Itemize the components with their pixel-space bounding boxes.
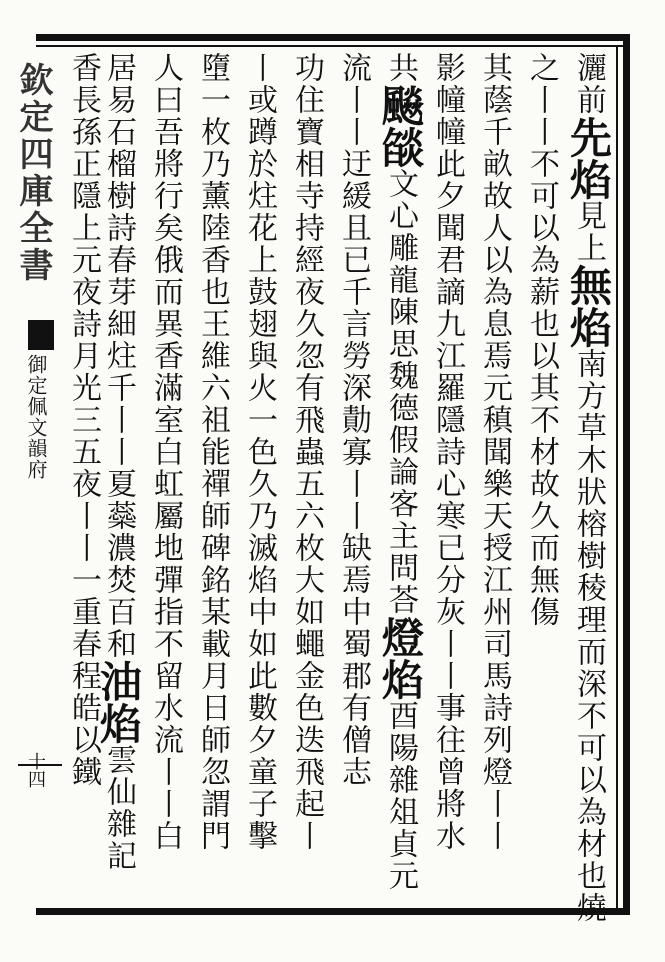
right-inner-rule: [616, 45, 618, 911]
text-column: [142, 52, 188, 902]
text-column: [283, 52, 329, 902]
text-column: [377, 52, 423, 902]
body-text: 見上: [571, 200, 606, 264]
body-text: 南方草木狀榕樹稜理而深不可以為材也燒: [571, 348, 606, 924]
body-text: 共: [383, 52, 418, 84]
body-text: 酉陽雜俎貞元: [383, 700, 418, 892]
body-text: 居易石榴樹詩春芽細炷千丨丨夏蘂濃焚百和: [101, 52, 136, 660]
entry-headword: 燈焰: [376, 616, 425, 700]
top-border-rule: [36, 34, 624, 41]
book-category: 御定佩文韻府: [24, 354, 48, 480]
book-title: 欽定四庫全書: [13, 62, 53, 284]
entry-headword: 飈燄: [376, 84, 425, 168]
text-column: [236, 52, 282, 902]
text-column: [471, 52, 517, 902]
text-column: [330, 52, 376, 902]
text-column: [424, 52, 470, 902]
body-text: 之丨丨不可以為薪也以其不材故久而無傷: [524, 52, 559, 628]
text-column: [189, 52, 235, 902]
page-number: 十四: [25, 752, 46, 788]
body-text: 流丨丨迂緩且已千言勞深勣寡丨丨缺焉中蜀郡有僧志: [336, 52, 371, 788]
body-text: 其蔭千畝故人以為息焉元稹聞樂天授江州司馬詩列燈丨丨: [477, 52, 512, 852]
text-column: [518, 52, 564, 902]
body-text: 香長孫正隱上元夜詩月光三五夜丨丨一重春程皓以鐵: [66, 52, 101, 788]
body-text: 丨或蹲於炷花上鼓翅與火一色久乃滅焰中如此數夕童子擊: [242, 52, 277, 852]
bottom-border-rule: [36, 908, 624, 915]
fish-tail-mark: [28, 320, 54, 350]
body-text: 墮一枚乃薰陸香也王維六祖能禪師碑銘某載月日師忽謂門: [195, 52, 230, 852]
text-column: [60, 52, 106, 902]
right-border-rule: [623, 34, 630, 915]
text-column: [564, 52, 613, 924]
entry-headword: 先焰: [564, 116, 613, 200]
body-text: 影幢幢此夕聞君謫九江羅隱詩心寒已分灰丨丨事往曾將水: [430, 52, 465, 852]
body-text: 功住寶相寺持經夜久忽有飛蟲五六枚大如蠅金色迭飛起丨: [289, 52, 324, 852]
entry-headword: 無焰: [564, 264, 613, 348]
body-text: 灑前: [571, 52, 606, 116]
top-inner-rule: [36, 45, 624, 47]
margin-column: [12, 52, 56, 892]
body-text: 人曰吾將行矣俄而異香滿室白虹屬地彈指不留水流丨丨白: [148, 52, 183, 852]
body-text: 雲仙雜記: [101, 744, 136, 872]
entry-headword: 油焰: [94, 660, 143, 744]
body-text: 文心雕龍陳思魏德假論客主問荅: [383, 168, 418, 616]
